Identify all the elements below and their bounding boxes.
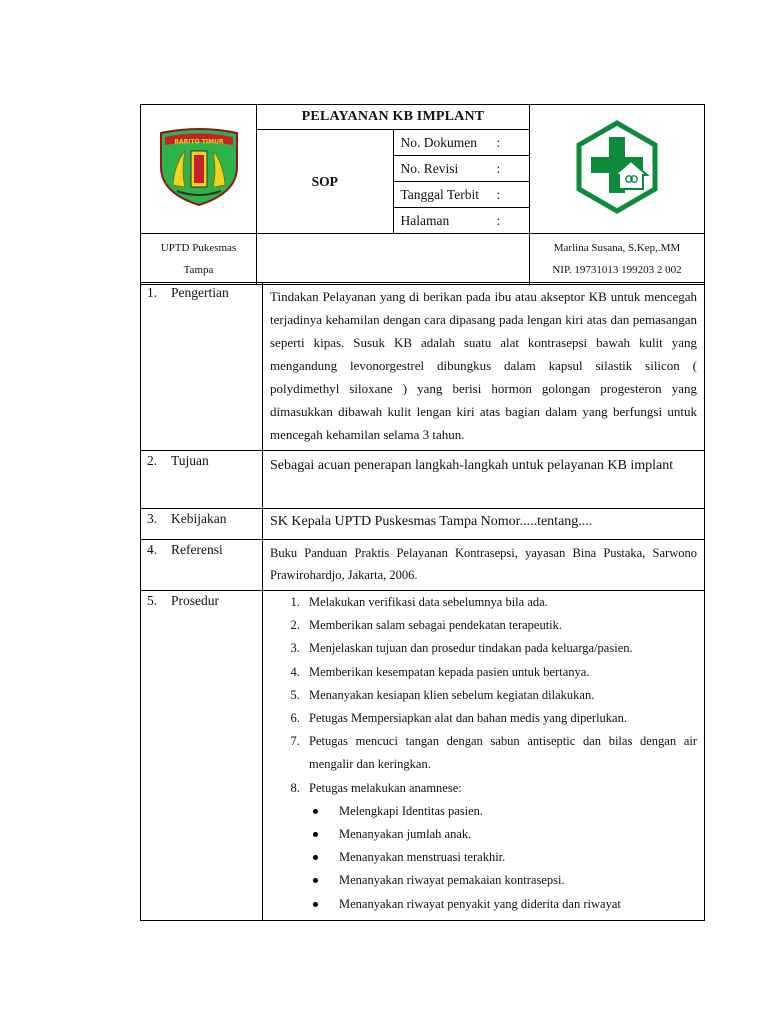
doc-field-label: Tanggal Terbit	[400, 186, 479, 202]
section-content-prosedur	[263, 591, 705, 921]
puskesmas-logo-cell	[530, 105, 705, 234]
bullet-icon	[313, 855, 318, 860]
section-label-prosedur	[141, 591, 263, 921]
doc-field-label: No. Dokumen	[400, 134, 477, 150]
sop-body-table	[140, 282, 705, 921]
section-label: Pengertian	[171, 285, 229, 300]
section-label-tujuan	[141, 451, 263, 509]
unit-name-cell	[141, 234, 257, 285]
section-number: 1.	[147, 285, 158, 300]
doc-field-halaman	[393, 208, 530, 234]
bullet-icon	[313, 832, 318, 837]
procedure-step: 7. Petugas mencuci tangan dengan sabun antiseptic dan bilas dengan air mengalir dan keringkan.	[303, 730, 697, 776]
sop-title: PELAYANAN KB IMPLANT	[257, 105, 530, 130]
sop-header-table	[140, 104, 705, 285]
section-label-referensi	[141, 540, 263, 591]
section-content-referensi: Buku Panduan Praktis Pelayanan Kontrasepsi, yayasan Bina Pustaka, Sarwono Prawirohardjo, Jakarta, 2006.	[263, 540, 705, 591]
procedure-step: 2. Memberikan salam sebagai pendekatan terapeutik.	[303, 614, 697, 637]
anamnese-item-text: Menanyakan riwayat pemakaian kontrasepsi.	[339, 873, 565, 888]
doc-field-no-dokumen	[393, 130, 530, 156]
section-label-pengertian	[141, 283, 263, 451]
anamnese-item-text: Menanyakan riwayat penyakit yang diderita dan riwayat	[339, 896, 621, 911]
procedure-step: 1. Melakukan verifikasi data sebelumnya bila ada.	[303, 591, 697, 614]
anamnese-item	[339, 846, 697, 869]
signer-name: Marlina Susana, S.Kep,.MM	[553, 242, 681, 254]
anamnese-item	[339, 869, 697, 892]
unit-name-line2: Tampa	[183, 264, 214, 276]
puskesmas-logo-icon	[569, 119, 665, 215]
regency-emblem-icon	[155, 127, 243, 207]
anamnese-item	[339, 893, 697, 916]
procedure-step: 4. Memberikan kesempatan kepada pasien untuk bertanya.	[303, 661, 697, 684]
bullet-icon	[313, 902, 318, 907]
section-content-kebijakan: SK Kepala UPTD Puskesmas Tampa Nomor.....tentang....	[263, 509, 705, 540]
anamnese-item-text: Menanyakan menstruasi terakhir.	[339, 850, 506, 865]
section-content-pengertian: Tindakan Pelayanan yang di berikan pada ibu atau akseptor KB untuk mencegah terjadinya kehamilan dengan cara dipasang pada lengan kiri atas dan pemasangan seperti kipas. Susuk KB adalah suatu alat kontrasepsi bawah kulit yang mengandung levonorgestrel dibungkus dalam kapsul silastik silicon ( polydimethyl siloxane ) yang berisi hormon golongan progesteron yang dimasukkan dibawah kulit lengan kiri atas bagian dalam yang berfungsi untuk mencegah kehamilan selama 3 tahun.	[263, 283, 705, 451]
signer-cell	[530, 234, 705, 285]
section-number: 2.	[147, 453, 158, 468]
doc-field-label: No. Revisi	[400, 160, 459, 176]
doc-field-sep: :	[496, 186, 501, 202]
procedure-step: 5. Menanyakan kesiapan klien sebelum kegiatan dilakukan.	[303, 684, 697, 707]
anamnese-item-text: Menanyakan jumlah anak.	[339, 827, 472, 842]
bullet-icon	[313, 809, 318, 814]
section-label: Referensi	[171, 542, 223, 557]
section-number: 4.	[147, 542, 158, 557]
signer-nip: NIP. 19731013 199203 2 002	[552, 264, 682, 276]
procedure-list	[263, 591, 697, 916]
doc-field-sep: :	[496, 212, 501, 228]
anamnese-item-text: Melengkapi Identitas pasien.	[339, 803, 484, 818]
sop-label: SOP	[257, 130, 394, 234]
section-number: 3.	[147, 511, 158, 526]
anamnese-item	[339, 800, 697, 823]
emblem-banner-text: BARITO TIMUR	[173, 138, 224, 145]
bullet-icon	[313, 878, 318, 883]
section-label: Tujuan	[171, 453, 209, 468]
procedure-step: 6. Petugas Mempersiapkan alat dan bahan medis yang diperlukan.	[303, 707, 697, 730]
section-label: Prosedur	[171, 593, 219, 608]
regency-logo-cell	[141, 105, 257, 234]
doc-field-label: Halaman	[400, 212, 450, 228]
section-label-kebijakan	[141, 509, 263, 540]
doc-field-sep: :	[496, 160, 501, 176]
procedure-step-text: Petugas melakukan anamnese:	[309, 780, 462, 795]
procedure-step-anamnese	[303, 777, 697, 916]
anamnese-item	[339, 823, 697, 846]
doc-field-no-revisi	[393, 156, 530, 182]
blank-cell	[257, 234, 530, 285]
procedure-step: 3. Menjelaskan tujuan dan prosedur tindakan pada keluarga/pasien.	[303, 637, 697, 660]
doc-field-sep: :	[496, 134, 501, 150]
unit-name-line1: UPTD Pukesmas	[160, 242, 237, 254]
section-content-tujuan: Sebagai acuan penerapan langkah-langkah untuk pelayanan KB implant	[263, 451, 705, 509]
section-number: 5.	[147, 593, 158, 608]
section-label: Kebijakan	[171, 511, 227, 526]
anamnese-list	[309, 800, 697, 916]
doc-field-tanggal-terbit	[393, 182, 530, 208]
